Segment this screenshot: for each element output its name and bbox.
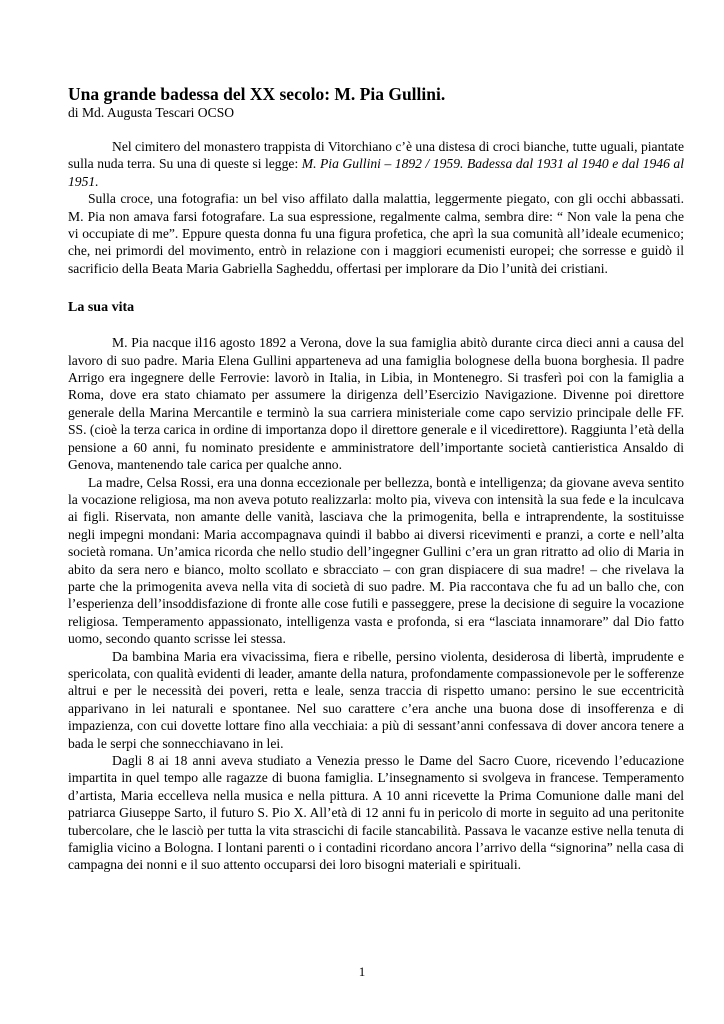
epitaph-italic: M. Pia Gullini – 1892 / 1959. Badessa dal 1931 al 1940 e dal 1946 al 1951.	[68, 156, 684, 189]
page-number: 1	[358, 964, 366, 979]
body-paragraph: Dagli 8 ai 18 anni aveva studiato a Venezia presso le Dame del Sacro Cuore, ricevendo l’educazione impartita in quel tempo alle ragazze di buona famiglia. L’insegnamento si svolgeva in francese. Temperamento d’artista, Maria eccelleva nella musica e nella pittura. A 10 anni ricevette la Prima Comunione dalle mani del patriarca Giuseppe Sarto, il futuro S. Pio X. All’età di 12 anni fu in pericolo di morte in seguito ad una peritonite tubercolare, che le lasciò per tutta la vita strascichi di facile stancabilità. Passava le vacanze estive nella tenuta di famiglia vicino a Bologna. I lontani parenti o i contadini ricordano ancora l’arrivo della “signorina” nella casa di campagna dei nonni e il suo attento occuparsi dei loro bisogni materiali e spirituali.	[68, 753, 684, 873]
author-byline: di Md. Augusta Tescari OCSO	[68, 105, 235, 120]
document-title: Una grande badessa del XX secolo: M. Pia Gullini.	[68, 84, 446, 104]
section-heading: La sua vita	[68, 300, 135, 316]
intro-text: Nel cimitero del monastero trappista di Vitorchiano c’è una distesa di croci bianche, tutte uguali, piantate sulla nuda terra. Su una di queste si legge:	[68, 139, 684, 172]
body-paragraph: Da bambina Maria era vivacissima, fiera e ribelle, persino violenta, desiderosa di libertà, imprudente e spericolata, con qualità evidenti di leader, amante della natura, profondamente compassionevole per le sofferenze altrui e per le necessità dei poveri, retta e leale, senza traccia di rispetto umano: persino le sue eccentricità apparivano in lei naturali e spontanee. Nel suo carattere c’era anche una buona dose di insofferenza e di impazienza, con cui dovette lottare fino alla vecchiaia: a più di sessant’anni confessava di dover ancora tenere a bada le serpi che sonnecchiavano in lei.	[68, 648, 684, 751]
body-paragraph: M. Pia nacque il16 agosto 1892 a Verona, dove la sua famiglia abitò durante circa dieci anni a causa del lavoro di suo padre. Maria Elena Gullini apparteneva ad una famiglia bolognese della buona borghesia. Il padre Arrigo era ingegnere delle Ferrovie: lavorò in Italia, in Libia, in Montenegro. Si trasferì poi con la famiglia a Roma, dove era stato chiamato per assumere la dirigenza dell’Esercizio Navigazione. Divenne poi direttore generale della Marina Mercantile e terminò la sua carriera ministeriale come capo servizio principale delle FF. SS. (cioè la terza carica in ordine di importanza dopo il direttore generale e il vicedirettore). Raggiunta l’età della pensione a 60 anni, fu nominato presidente e amministratore dell’importante società cantieristica Ansaldo di Genova, mantenendo tale carica per qualche anno.	[68, 335, 684, 473]
body-paragraph: La madre, Celsa Rossi, era una donna eccezionale per bellezza, bontà e intelligenza; da giovane aveva sentito la vocazione religiosa, ma non aveva potuto realizzarla: molto pia, viveva con intensità la sua fede e la inculcava ai figli. Riservata, non amante delle vanità, lasciava che la primogenita, bella e intraprendente, la sostituisse negli impegni mondani: Maria accompagnava quindi il babbo ai diversi ricevimenti e pranzi, a corte e nell’alta società romana. Un’amica ricorda che nello studio dell’ingegner Gullini c’era un gran ritratto ad olio di Maria in abito da sera nero e bianco, molto scollato e sbracciato – con gran dispiacere di sua madre! – che rivelava la parte che la primogenita aveva nella vita di società di suo padre. M. Pia raccontava che fu ad un ballo che, con l’esperienza dell’insoddisfazione di fronte alle cose futili e passeggere, prese la decisione di seguire la vocazione religiosa. Temperamento appassionato, intelligenza vasta e profonda, si era “lasciata innamorare” dal Dio fatto uomo, secondo quanto scrisse lei stessa.	[68, 474, 684, 647]
intro-paragraph-1	[68, 138, 684, 190]
document-page	[68, 84, 684, 874]
intro-paragraph-2: Sulla croce, una fotografia: un bel viso affilato dalla malattia, leggermente piegato, con gli occhi abbassati. M. Pia non amava farsi fotografare. La sua espressione, regalmente calma, sembra dire: “ Non vale la pena che vi occupiate di me”. Eppure questa donna fu una figura profetica, che aprì la sua comunità all’ideale ecumenico; che, nei primordi del movimento, entrò in relazione con i maggiori ecumenisti europei; che sorresse e guidò il sacrificio della Beata Maria Gabriella Sagheddu, offertasi per implorare da Dio l’unità dei cristiani.	[68, 191, 684, 276]
